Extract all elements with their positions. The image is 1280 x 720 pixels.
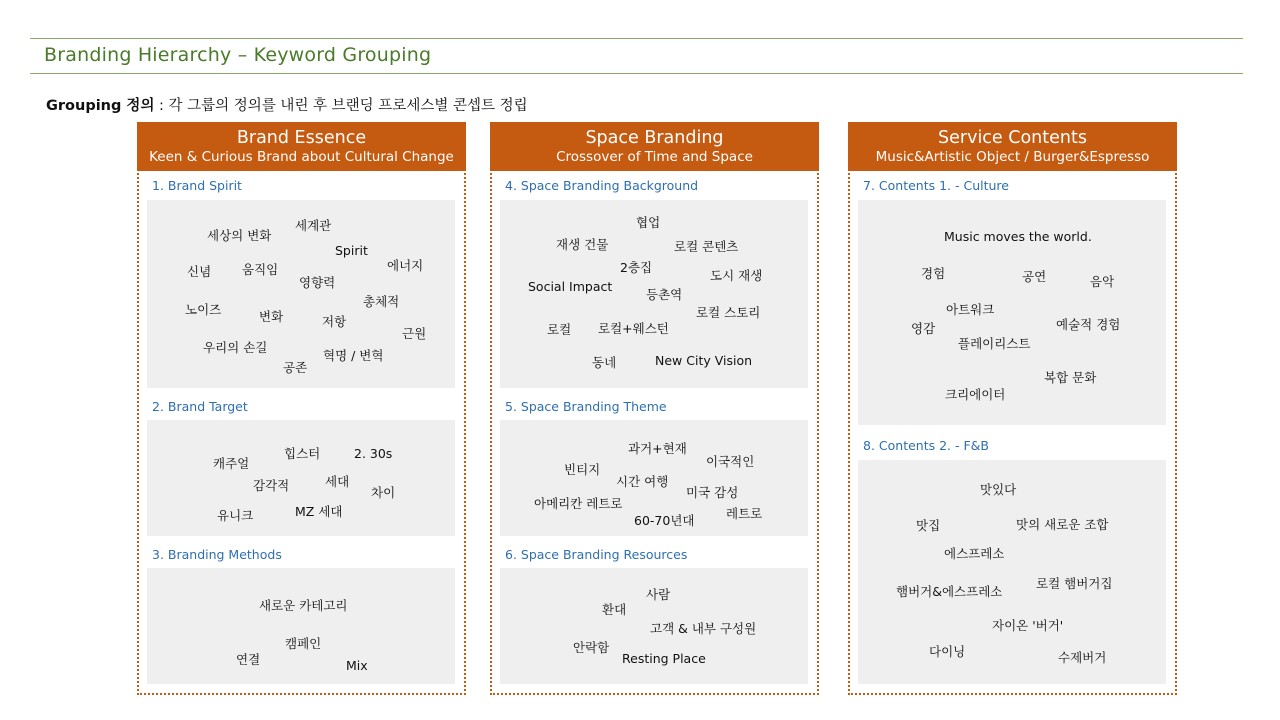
keyword: 레트로 — [726, 506, 763, 521]
keyword: 로컬 스토리 — [696, 305, 761, 320]
keyword: 예술적 경험 — [1056, 317, 1121, 332]
column-subtitle: Music&Artistic Object / Burger&Espresso — [875, 149, 1150, 165]
keyword: 2. 30s — [354, 446, 393, 461]
keyword: 플레이리스트 — [958, 336, 1031, 351]
keyword: 도시 재생 — [710, 268, 763, 283]
column-header — [137, 122, 466, 171]
title-rule — [30, 73, 1243, 74]
keyword: 2층집 — [620, 260, 653, 275]
keyword: Resting Place — [622, 651, 706, 666]
keyword: 크리에이터 — [945, 387, 1006, 402]
keyword: 세계관 — [295, 218, 332, 233]
keyword: 로컬 콘텐츠 — [674, 239, 739, 254]
column-title: Brand Essence — [236, 128, 367, 148]
keyword: Mix — [346, 658, 368, 673]
keyword: 이국적인 — [706, 454, 755, 469]
keyword: 60-70년대 — [634, 513, 695, 528]
column-header — [490, 122, 819, 171]
keyword: 햄버거&에스프레소 — [896, 584, 1003, 599]
grouping-definition — [46, 94, 528, 115]
keyword: 에너지 — [387, 258, 424, 273]
column-header — [848, 122, 1177, 171]
section-label-contents-fnb: 8. Contents 2. - F&B — [863, 438, 989, 453]
keyword-panel-space-branding-theme — [500, 420, 808, 536]
keyword: 미국 감성 — [686, 485, 739, 500]
keyword: 시간 여행 — [616, 474, 669, 489]
keyword: 저항 — [322, 314, 347, 329]
keyword: MZ 세대 — [295, 504, 343, 519]
keyword: 맛있다 — [980, 482, 1017, 497]
keyword: 캐주얼 — [213, 456, 250, 471]
column-subtitle: Keen & Curious Brand about Cultural Change — [149, 149, 454, 165]
section-label-brand-target: 2. Brand Target — [152, 399, 248, 414]
keyword: 영향력 — [299, 275, 336, 290]
keyword: 안락함 — [573, 640, 610, 655]
keyword: 과거+현재 — [628, 441, 687, 456]
keyword: 협업 — [636, 215, 661, 230]
section-label-space-branding-background: 4. Space Branding Background — [505, 178, 699, 193]
keyword: 맛의 새로운 조합 — [1016, 517, 1109, 532]
keyword-panel-contents-culture — [858, 200, 1166, 425]
section-label-contents-culture: 7. Contents 1. - Culture — [863, 178, 1009, 193]
keyword: 영감 — [911, 321, 936, 336]
keyword: 환대 — [602, 602, 627, 617]
keyword: 유니크 — [217, 508, 254, 523]
column-brand-essence — [137, 122, 466, 695]
keyword: 세대 — [325, 474, 350, 489]
keyword: 혁명 / 변혁 — [323, 348, 384, 363]
keyword-panel-space-branding-resources — [500, 568, 808, 684]
keyword: 우리의 손길 — [203, 340, 268, 355]
keyword: 힙스터 — [284, 446, 321, 461]
keyword: 빈티지 — [564, 462, 601, 477]
top-rule — [30, 38, 1243, 39]
keyword: 사람 — [646, 587, 671, 602]
keyword-panel-brand-target — [147, 420, 455, 536]
column-title: Space Branding — [585, 128, 724, 148]
keyword: 차이 — [371, 485, 396, 500]
keyword: New City Vision — [655, 353, 753, 368]
keyword: 복합 문화 — [1044, 370, 1097, 385]
page-title: Branding Hierarchy – Keyword Grouping — [44, 44, 432, 66]
column-subtitle: Crossover of Time and Space — [556, 149, 753, 165]
keyword: Social Impact — [528, 279, 613, 294]
keyword: Music moves the world. — [944, 229, 1092, 244]
keyword: Spirit — [335, 243, 368, 258]
keyword: 로컬+웨스턴 — [598, 321, 669, 336]
keyword: 음악 — [1090, 274, 1115, 289]
section-label-space-branding-theme: 5. Space Branding Theme — [505, 399, 667, 414]
keyword: 수제버거 — [1058, 650, 1107, 665]
keyword: 총체적 — [363, 294, 400, 309]
keyword: 재생 건물 — [556, 237, 609, 252]
keyword: 캠페인 — [285, 636, 322, 651]
keyword-panel-space-branding-background — [500, 200, 808, 388]
keyword: 노이즈 — [185, 302, 222, 317]
keyword: 경험 — [921, 266, 946, 281]
keyword-panel-contents-fnb — [858, 460, 1166, 684]
keyword: 자이온 '버거' — [992, 618, 1064, 633]
keyword: 다이닝 — [929, 644, 966, 659]
keyword: 감각적 — [253, 478, 290, 493]
keyword: 공존 — [283, 360, 308, 375]
section-label-space-branding-resources: 6. Space Branding Resources — [505, 547, 688, 562]
keyword: 동네 — [592, 355, 617, 370]
keyword: 변화 — [259, 309, 284, 324]
column-space-branding — [490, 122, 819, 695]
keyword: 움직임 — [242, 262, 279, 277]
keyword: 공연 — [1022, 269, 1047, 284]
keyword-panel-branding-methods — [147, 568, 455, 684]
column-title: Service Contents — [938, 128, 1087, 148]
keyword: 등촌역 — [646, 287, 683, 302]
keyword-panel-brand-spirit — [147, 200, 455, 388]
keyword: 아메리칸 레트로 — [534, 496, 623, 511]
keyword: 에스프레소 — [944, 546, 1005, 561]
keyword: 아트워크 — [946, 302, 995, 317]
keyword: 새로운 카테고리 — [259, 598, 348, 613]
keyword: 근원 — [402, 326, 427, 341]
keyword: 로컬 — [547, 322, 572, 337]
column-service-contents — [848, 122, 1177, 695]
grouping-definition-text: : 각 그룹의 정의를 내린 후 브랜딩 프로세스별 콘셉트 정립 — [154, 98, 528, 114]
keyword: 신념 — [187, 264, 212, 279]
section-label-branding-methods: 3. Branding Methods — [152, 547, 282, 562]
grouping-definition-label: Grouping 정의 — [46, 98, 155, 114]
keyword: 연결 — [236, 652, 261, 667]
keyword: 세상의 변화 — [207, 228, 272, 243]
keyword: 고객 & 내부 구성원 — [650, 621, 757, 636]
keyword: 맛집 — [916, 518, 941, 533]
keyword: 로컬 햄버거집 — [1036, 576, 1113, 591]
section-label-brand-spirit: 1. Brand Spirit — [152, 178, 242, 193]
